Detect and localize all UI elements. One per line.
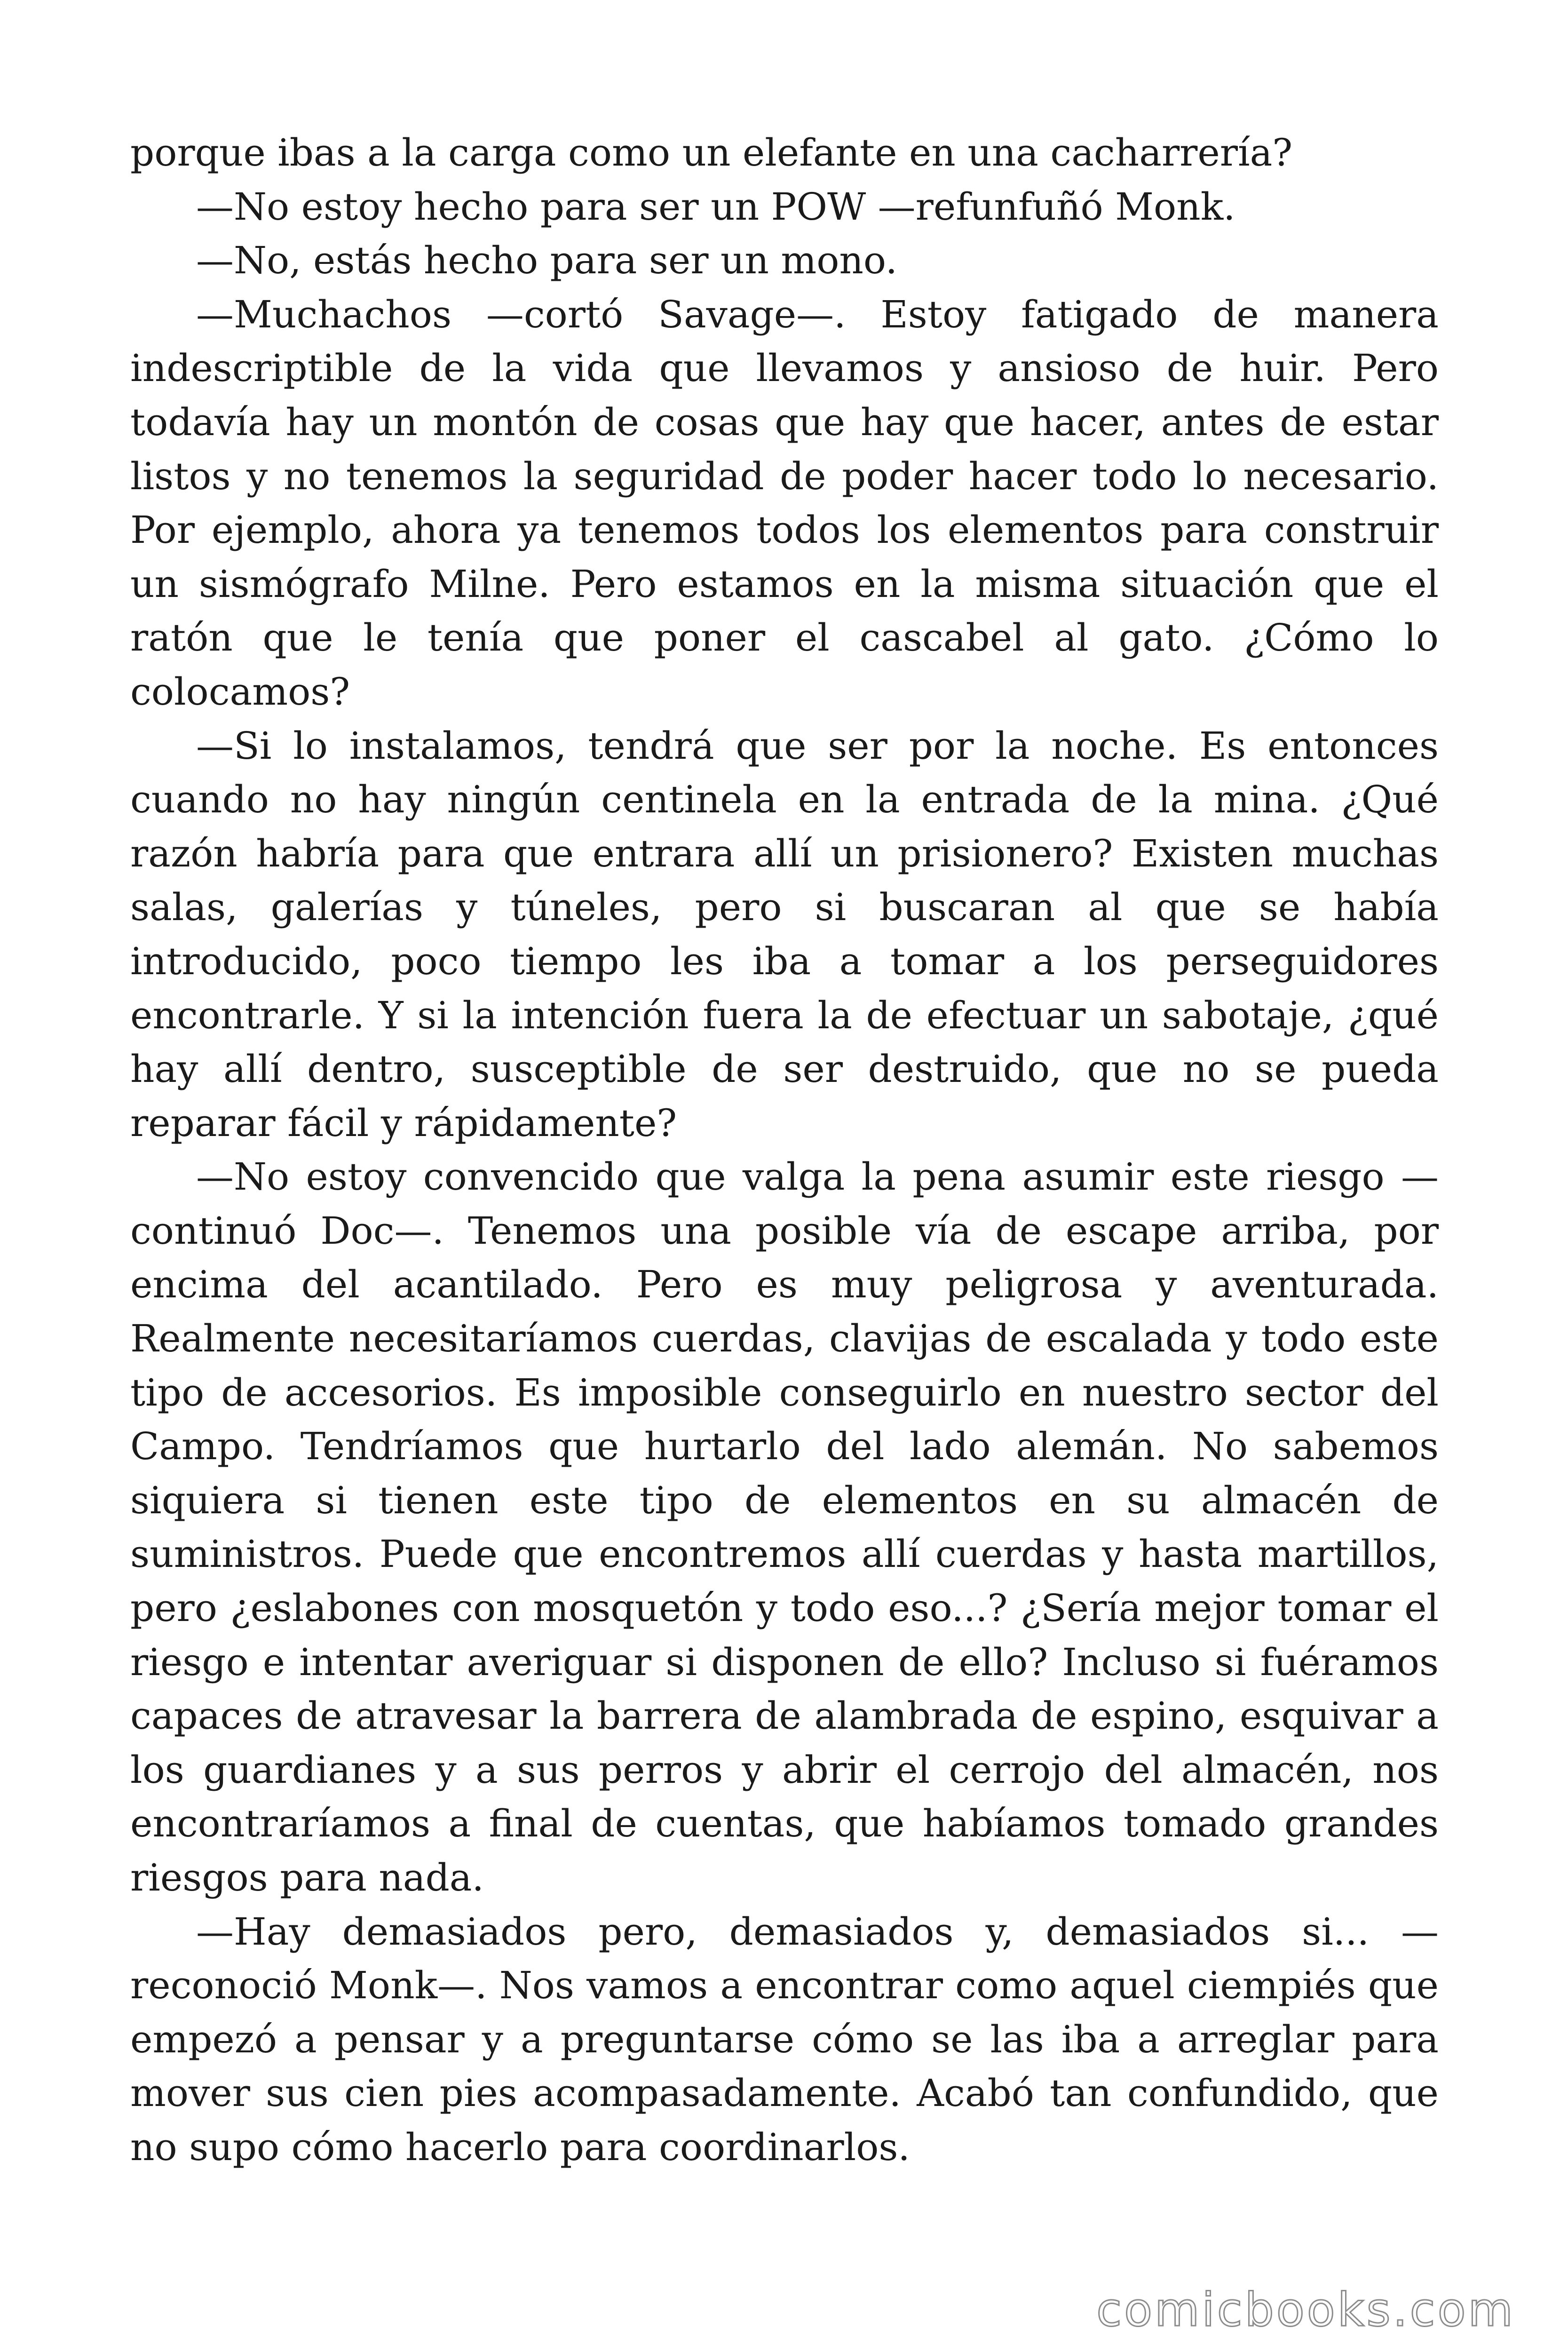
paragraph-dialogue: —Si lo instalamos, tendrá que ser por la noche. Es entonces cuando no hay ningún centinela en la entrada de la mina. ¿Qué razón habría para que entrara allí un prisionero? Existen muchas salas, galerías y túneles, pero si buscaran al que se había introducido, poco tiempo les iba a tomar a los perseguidores encontrarle. Y si la intención fuera la de efectuar un sabotaje, ¿qué hay allí dentro, susceptible de ser destruido, que no se pueda reparar fácil y rápidamente? bbox=[130, 723, 1439, 1145]
paragraph-dialogue: —Hay demasiados pero, demasiados y, demasiados si... —reconoció Monk—. Nos vamos a encontrar como aquel ciempiés que empezó a pensar y a preguntarse cómo se las iba a arreglar para mover sus cien pies acompasadamente. Acabó tan confundido, que no supo cómo hacerlo para coordinarlos. bbox=[130, 1909, 1439, 2169]
watermark: comicbooks.com bbox=[1096, 2283, 1515, 2337]
body-text bbox=[130, 126, 1439, 2175]
paragraph-dialogue: —No estoy hecho para ser un POW —refunfuñó Monk. bbox=[196, 184, 1235, 229]
paragraph-continuation: porque ibas a la carga como un elefante en una cacharrería? bbox=[130, 131, 1293, 175]
paragraph-dialogue: —Muchachos —cortó Savage—. Estoy fatigado de manera indescriptible de la vida que llevamos y ansioso de huir. Pero todavía hay un montón de cosas que hay que hacer, antes de estar listos y no tenemos la seguridad de poder hacer todo lo necesario. Por ejemplo, ahora ya tenemos todos los elementos para construir un sismógrafo Milne. Pero estamos en la misma situación que el ratón que le tenía que poner el cascabel al gato. ¿Cómo lo colocamos? bbox=[130, 292, 1439, 714]
paragraph-dialogue: —No estoy convencido que valga la pena asumir este riesgo —continuó Doc—. Tenemos una posible vía de escape arriba, por encima del acantilado. Pero es muy peligrosa y aventurada. Realmente necesitaríamos cuerdas, clavijas de escalada y todo este tipo de accesorios. Es imposible conseguirlo en nuestro sector del Campo. Tendríamos que hurtarlo del lado alemán. No sabemos siquiera si tienen este tipo de elementos en su almacén de suministros. Puede que encontremos allí cuerdas y hasta martillos, pero ¿eslabones con mosquetón y todo eso...? ¿Sería mejor tomar el riesgo e intentar averiguar si disponen de ello? Incluso si fuéramos capaces de atravesar la barrera de alambrada de espino, esquivar a los guardianes y a sus perros y abrir el cerrojo del almacén, nos encontraríamos a final de cuentas, que habíamos tomado grandes riesgos para nada. bbox=[130, 1155, 1439, 1899]
paragraph-dialogue: —No, estás hecho para ser un mono. bbox=[196, 238, 898, 283]
